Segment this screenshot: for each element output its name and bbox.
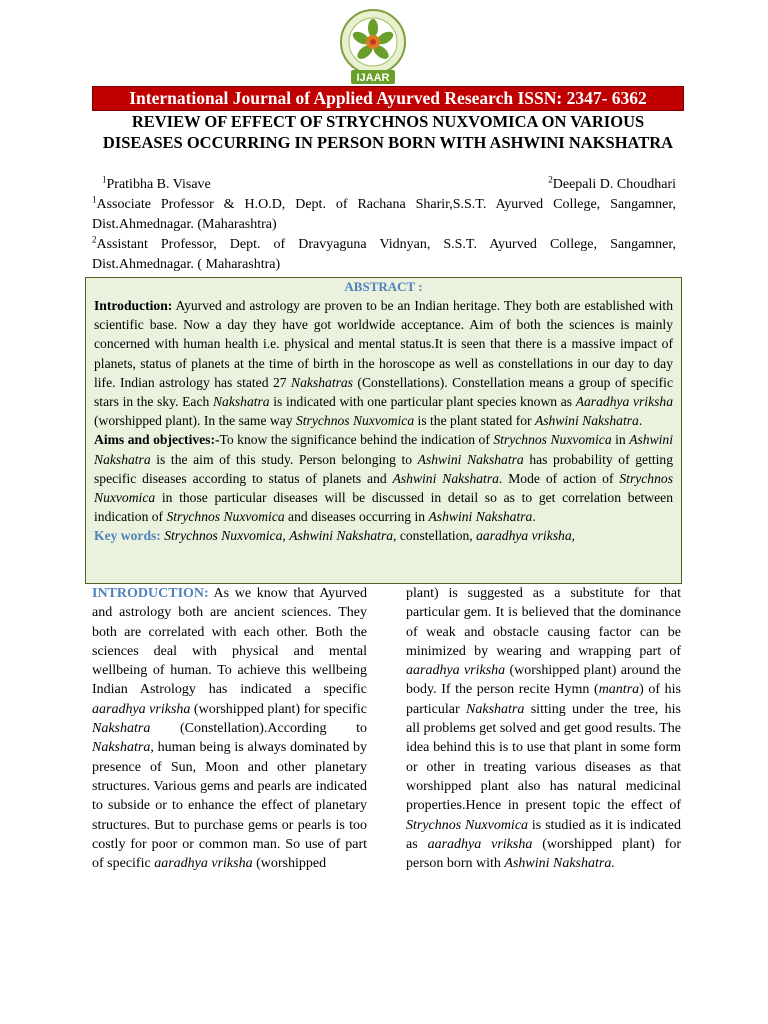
affiliation-1-sup: 1 <box>92 194 97 205</box>
author-2 <box>548 174 676 193</box>
abstract-aims-label: Aims and objectives:- <box>94 432 220 448</box>
body-column-right <box>406 584 681 873</box>
abstract-text: Ayurved and astrology are proven to be an Indian heritage. They both are established with scientific base. Now a day they have got worldwide acceptance. Aim of both the sciences is mainly concerned with human health i.e. physical and mental status.It is seen that there is a massive impact of planets, status of planets at the time of birth in the horoscope as well as constellations in our day to day life. Indian astrology has stated 27 <box>94 298 673 390</box>
abstract-italic: Strychnos Nuxvomica <box>166 509 285 525</box>
abstract-italic: Nakshatras <box>291 374 353 390</box>
logo-text: IJAAR <box>356 72 390 84</box>
body-italic: aaradhya vriksha <box>154 856 253 872</box>
introduction-heading: INTRODUCTION: <box>92 586 209 601</box>
abstract-italic: Ashwini Nakshatra <box>94 432 673 467</box>
keyword-text: , <box>282 528 290 544</box>
abstract-text: in <box>611 432 630 448</box>
affiliation-2 <box>92 235 676 275</box>
abstract-italic: Ashwini Nakshatra <box>417 451 524 467</box>
abstract-italic: Ashwini Nakshatra <box>392 470 499 486</box>
abstract-italic: Aaradhya vriksha <box>575 394 673 410</box>
body-italic: aaradhya vriksha <box>92 701 191 717</box>
body-column-left <box>92 584 367 873</box>
abstract-text: To know the significance behind the indication of <box>219 432 494 448</box>
abstract-keywords <box>94 526 673 545</box>
author-1 <box>102 174 211 193</box>
abstract-intro-label: Introduction: <box>94 298 173 313</box>
journal-banner: International Journal of Applied Ayurved Research ISSN: 2347- 6362 <box>92 86 684 111</box>
body-text: (worshipped plant) around the body. If the person recite Hymn ( <box>406 663 681 698</box>
abstract-heading: ABSTRACT : <box>344 279 423 294</box>
author-line <box>92 174 676 195</box>
author-2-sup: 2 <box>548 174 553 185</box>
abstract-text: is the plant stated for <box>414 413 535 429</box>
body-italic: mantra <box>598 682 640 698</box>
body-text: is studied as it is indicated as <box>406 817 681 852</box>
abstract-box <box>85 277 682 584</box>
abstract-text: and diseases occurring in <box>284 509 429 525</box>
author-2-name: Deepali D. Choudhari <box>552 177 676 192</box>
body-text: , human being is always dominated by presence of Sun, Moon and other planetary structures. Various gems and pearls are indicated to subside or to enhance the effect of planetary structures. But to purchase gems or pearls is too costly for poor or common man. So use of part of specific <box>92 740 367 872</box>
body-text: plant) is suggested as a substitute for that particular gem. It is believed that the dominance of weak and obstacle causing factor can be minimized by wearing and wrapping part of <box>406 586 681 659</box>
abstract-text: . <box>638 413 643 429</box>
affiliation-2-sup: 2 <box>92 234 97 245</box>
body-text: sitting under the tree, his all problems get solved and get good results. The idea behind this is to use that plant in some form or other in treating various diseases as that worshipped plant also has natural medicinal properties.Hence in present topic the effect of <box>406 701 681 814</box>
affiliation-1-text: Associate Professor & H.O.D, Dept. of Rachana Sharir,S.S.T. Ayurved College, Sangamner, Dist.Ahmednagar. (Maharashtra) <box>92 197 676 232</box>
body-italic: Ashwini Nakshatra. <box>504 856 615 872</box>
journal-logo <box>339 8 407 88</box>
body-text: (worshipped <box>252 856 327 872</box>
keywords-label: Key words: <box>94 528 161 544</box>
abstract-text: (Constellations). Constellation means a group of specific stars in the sky. Each <box>94 374 673 410</box>
abstract-aims <box>94 430 673 526</box>
keyword-italic: aaradhya vriksha <box>476 528 572 544</box>
keyword-italic: Ashwini Nakshatra, <box>289 528 397 544</box>
keyword-text: , <box>571 528 576 544</box>
author-1-sup: 1 <box>102 174 107 185</box>
body-text: (worshipped plant) for specific <box>190 701 367 717</box>
body-text: ) of his particular <box>406 682 681 717</box>
abstract-text: has probability of getting specific diseases according to status of planets and <box>94 451 673 486</box>
abstract-italic: Ashwini Nakshatra <box>428 509 533 525</box>
abstract-italic: Strychnos Nuxvomica <box>493 432 612 448</box>
abstract-italic: Ashwini Nakshatra <box>534 413 639 429</box>
body-italic: Strychnos Nuxvomica <box>406 817 529 833</box>
abstract-italic: Nakshatra <box>212 394 270 410</box>
body-italic: Nakshatra <box>92 721 151 737</box>
author-1-name: Pratibha B. Visave <box>106 177 211 192</box>
body-italic: aaradhya vriksha <box>406 663 506 679</box>
body-text: As we know that Ayurved and astrology both are ancient sciences. They both are correlated with each other. Both the sciences deal with physical and mental wellbeing of human. To achieve this wellbeing Indian Astrology has indicated a specific <box>92 586 367 698</box>
abstract-italic: Strychnos Nuxvomica <box>295 413 415 429</box>
abstract-text: . Mode of action of <box>498 470 620 486</box>
abstract-text: in those particular diseases will be discussed in detail so as to get correlation between indication of <box>94 490 673 525</box>
abstract-text: . <box>532 509 536 525</box>
body-italic: Nakshatra <box>466 701 525 717</box>
abstract-introduction <box>94 296 673 430</box>
body-text: (Constellation).According to <box>150 721 367 737</box>
abstract-italic: Strychnos Nuxvomica <box>94 470 673 506</box>
abstract-text: is the aim of this study. Person belonging to <box>150 451 418 467</box>
keyword-text: constellation, <box>396 528 477 544</box>
affiliation-2-text: Assistant Professor, Dept. of Dravyaguna Vidnyan, S.S.T. Ayurved College, Sangamner, Dist.Ahmednagar. ( Maharashtra) <box>92 237 676 272</box>
article-title: REVIEW OF EFFECT OF STRYCHNOS NUXVOMICA ON VARIOUS DISEASES OCCURRING IN PERSON BORN WITH ASHWINI NAKSHATRA <box>102 112 674 152</box>
abstract-text: is indicated with one particular plant species known as <box>269 394 576 410</box>
affiliation-1 <box>92 195 676 235</box>
keyword-italic: Strychnos Nuxvomica <box>160 528 283 544</box>
body-text: (worshipped plant) for person born with <box>406 836 681 872</box>
body-italic: aaradhya vriksha <box>427 836 533 852</box>
body-italic: Nakshatra <box>92 740 151 756</box>
abstract-text: (worshipped plant). In the same way <box>94 413 296 429</box>
